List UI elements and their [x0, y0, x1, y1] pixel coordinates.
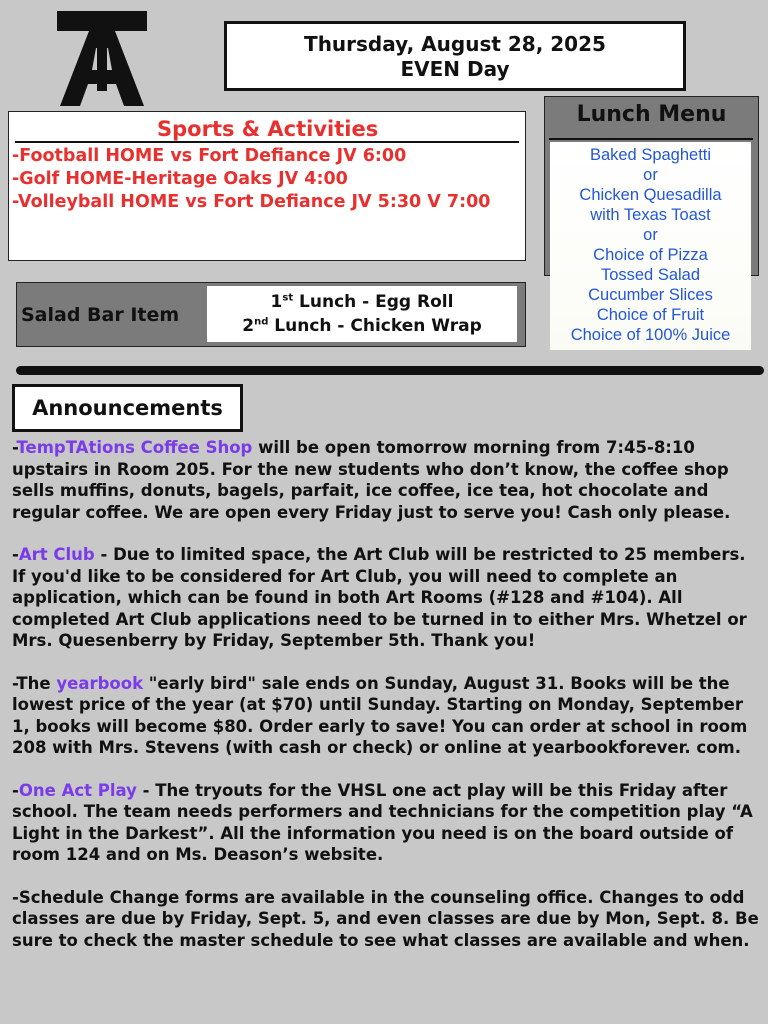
announcement-schedule-change [12, 887, 760, 952]
sport-item: -Volleyball HOME vs Fort Defiance JV 5:30 V 7:00 [12, 192, 491, 212]
announcement-text: - Due to limited space, the Art Club will be restricted to 25 members. If you'd like to be considered for Art Club, you will need to complete an application, which can be found in both Art Rooms (#128 and #104). All completed Art Club applications need to be turned in to either Mrs. Whetzel or Mrs. Quesenberry by Friday, September 5th. Thank you! [12, 545, 747, 650]
announcement-yearbook [12, 673, 760, 759]
announcements-list [12, 437, 760, 972]
second-lunch-sup: nd [254, 316, 269, 328]
second-lunch-num: 2 [242, 316, 255, 336]
announcement-coffee-shop [12, 437, 760, 523]
menu-item: Chicken Quesadilla [579, 186, 722, 204]
sports-activities-panel [8, 111, 526, 261]
salad-bar-label: Salad Bar Item [21, 304, 180, 326]
announcement-highlight: One Act Play [18, 780, 137, 800]
first-lunch-text: Lunch - Egg Roll [293, 292, 454, 312]
menu-item: Choice of Pizza [593, 246, 708, 264]
sport-item: -Golf HOME-Heritage Oaks JV 4:00 [12, 169, 348, 189]
announcement-prefix: - [12, 438, 17, 457]
announcement-text: - The tryouts for the VHSL one act play will be this Friday after school. The team needs performers and technicians for the competition play “A Light in the Darkest”. All the information you need is on the board outside of room 124 and on Ms. Deason’s website. [12, 780, 753, 864]
menu-item: or [643, 166, 658, 184]
announcement-text: "early bird" sale ends on Sunday, August 31. Books will be the lowest price of the year (at $70) until Sunday. Starting on Monday, September 1, books will become $80. Order early to save! You can order at school in room 208 with Mrs. Stevens (with cash or check) or online at yearbookforever. com. [12, 673, 748, 757]
announcements-heading: Announcements [12, 384, 243, 432]
sports-divider [15, 141, 519, 143]
lunch-menu-title: Lunch Menu [576, 102, 727, 127]
first-lunch-sup: st [282, 292, 294, 304]
salad-bar-panel [16, 282, 526, 347]
menu-item: Choice of Fruit [596, 306, 705, 324]
second-lunch-item [207, 314, 517, 338]
announcement-text: will be open tomorrow morning from 7:45-8:10 upstairs in Room 205. For the new students who don’t know, the coffee shop sells muffins, donuts, bagels, parfait, ice coffee, ice tea, hot chocolate and regular coffee. We are open every Friday just to serve you! Cash only please. [12, 438, 731, 522]
salad-bar-values [207, 286, 517, 342]
announcement-one-act-play [12, 780, 760, 866]
school-logo-icon [52, 8, 152, 108]
announcement-text: -Schedule Change forms are available in the counseling office. Changes to odd classes are due by Friday, Sept. 5, and even classes are due by Mon, Sept. 8. Be sure to check the master schedule to see what classes are available and when. [12, 887, 759, 950]
menu-item: or [643, 226, 658, 244]
day-type-text: EVEN Day [400, 57, 510, 81]
sports-list [12, 145, 490, 214]
second-lunch-text: Lunch - Chicken Wrap [268, 316, 482, 336]
menu-item: Tossed Salad [600, 266, 701, 284]
announcement-art-club [12, 544, 760, 652]
menu-item: Cucumber Slices [588, 286, 713, 304]
sports-title: Sports & Activities [157, 117, 379, 141]
announcement-prefix: - [12, 780, 19, 800]
section-divider [16, 366, 764, 375]
sport-item: -Football HOME vs Fort Defiance JV 6:00 [12, 146, 407, 166]
announcement-prefix: - [12, 545, 19, 564]
announcement-prefix: -The [12, 673, 57, 693]
announcement-highlight: TempTAtions Coffee Shop [16, 438, 253, 457]
lunch-menu-items [550, 142, 751, 350]
date-text: Thursday, August 28, 2025 [304, 32, 606, 56]
date-header [224, 21, 686, 91]
menu-item: Baked Spaghetti [589, 146, 712, 164]
announcement-highlight: yearbook [56, 673, 144, 693]
first-lunch-item [207, 290, 517, 314]
announcement-highlight: Art Club [18, 545, 95, 564]
menu-item: with Texas Toast [590, 206, 711, 224]
lunch-menu-divider [549, 138, 753, 140]
first-lunch-num: 1 [270, 292, 283, 312]
menu-item: Choice of 100% Juice [570, 326, 731, 344]
